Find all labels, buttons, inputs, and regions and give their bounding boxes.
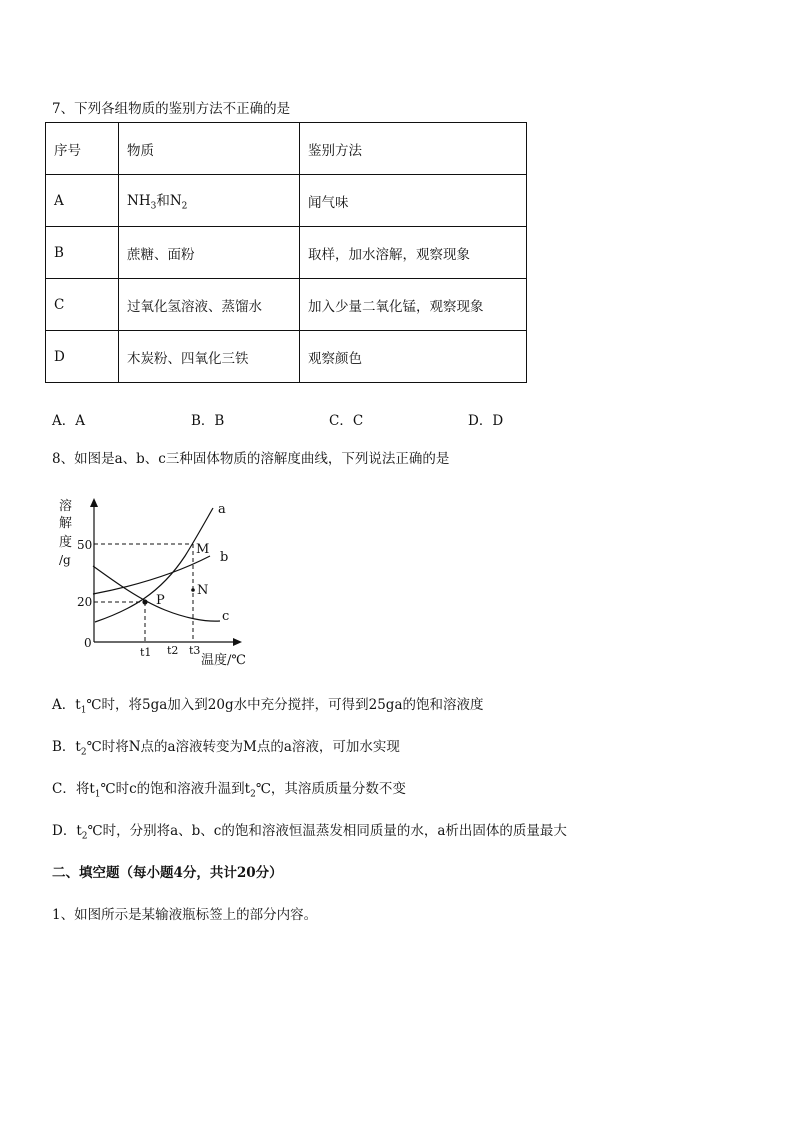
x-axis-arrow-icon: [233, 638, 242, 646]
row-substance: 木炭粉、四氧化三铁: [119, 331, 300, 383]
q8-option-b[interactable]: B．$t_2℃$时将N点的a溶液转变为M点的a溶液，可加水实现: [52, 739, 400, 758]
row-id: B: [46, 227, 119, 279]
curve-label-b: b: [220, 550, 229, 565]
point-label-p: P: [156, 593, 165, 608]
xtick-label: t1: [140, 646, 152, 659]
header-substance: 物质: [119, 123, 300, 175]
ylabel-char: 解: [59, 516, 73, 531]
ytick-label: 0: [84, 636, 92, 650]
q7-choice-d[interactable]: D．D: [468, 413, 504, 429]
section2-q1-stem: 1、如图所示是某输液瓶标签上的部分内容。: [52, 907, 318, 923]
table-row: [46, 331, 527, 383]
row-substance: 过氧化氢溶液、蒸馏水: [119, 279, 300, 331]
q8-option-c[interactable]: C．将$t_1℃$时c的饱和溶液升温到$t_2℃$，其溶质质量分数不变: [52, 781, 406, 800]
point-label-n: N: [197, 583, 209, 598]
q7-choice-a[interactable]: A．A: [52, 413, 85, 429]
q8-option-a[interactable]: A．$t_1℃$时，将5ga加入到20g水中充分搅拌，可得到25ga的饱和溶液度: [52, 697, 484, 716]
table-row: [46, 279, 527, 331]
ylabel-char: 溶: [59, 499, 73, 514]
ytick-label: 20: [77, 595, 93, 609]
y-axis-arrow-icon: [90, 498, 98, 507]
xlabel: 温度/℃: [201, 653, 246, 668]
table-row: [46, 175, 527, 227]
header-method: 鉴别方法: [300, 123, 527, 175]
row-substance: $NH_3$和$N_2$: [119, 175, 300, 227]
point-n-marker: [191, 588, 195, 592]
table-header-row: [46, 123, 527, 175]
row-method: 取样，加水溶解，观察现象: [300, 227, 527, 279]
solubility-graph: [55, 494, 255, 674]
q7-table: [45, 122, 527, 383]
row-method: 闻气味: [300, 175, 527, 227]
row-id: A: [46, 175, 119, 227]
q8-option-d[interactable]: D．$t_2℃$时，分别将a、b、c的饱和溶液恒温蒸发相同质量的水，a析出固体的质量最大: [52, 823, 567, 842]
row-method: 加入少量二氧化锰，观察现象: [300, 279, 527, 331]
curve-label-a: a: [218, 502, 226, 517]
row-substance: 蔗糖、面粉: [119, 227, 300, 279]
row-id: C: [46, 279, 119, 331]
ylabel-char: /g: [59, 553, 71, 567]
row-id: D: [46, 331, 119, 383]
header-id: 序号: [46, 123, 119, 175]
section2-title: 二、填空题（每小题4分，共计20分）: [52, 865, 283, 881]
ylabel-char: 度: [59, 535, 73, 550]
ytick-label: 50: [77, 538, 93, 552]
q7-stem: 7、下列各组物质的鉴别方法不正确的是: [52, 101, 291, 117]
point-label-m: M: [196, 542, 210, 557]
table-row: [46, 227, 527, 279]
xtick-label: t3: [189, 644, 201, 657]
row-method: 观察颜色: [300, 331, 527, 383]
q7-choice-b[interactable]: B．B: [191, 413, 225, 429]
q7-choice-c[interactable]: C．C: [329, 413, 364, 429]
point-p-marker: [142, 599, 147, 604]
curve-label-c: c: [222, 609, 230, 624]
q8-stem: 8、如图是a、b、c三种固体物质的溶解度曲线，下列说法正确的是: [52, 451, 450, 467]
xtick-label: t2: [167, 644, 179, 657]
